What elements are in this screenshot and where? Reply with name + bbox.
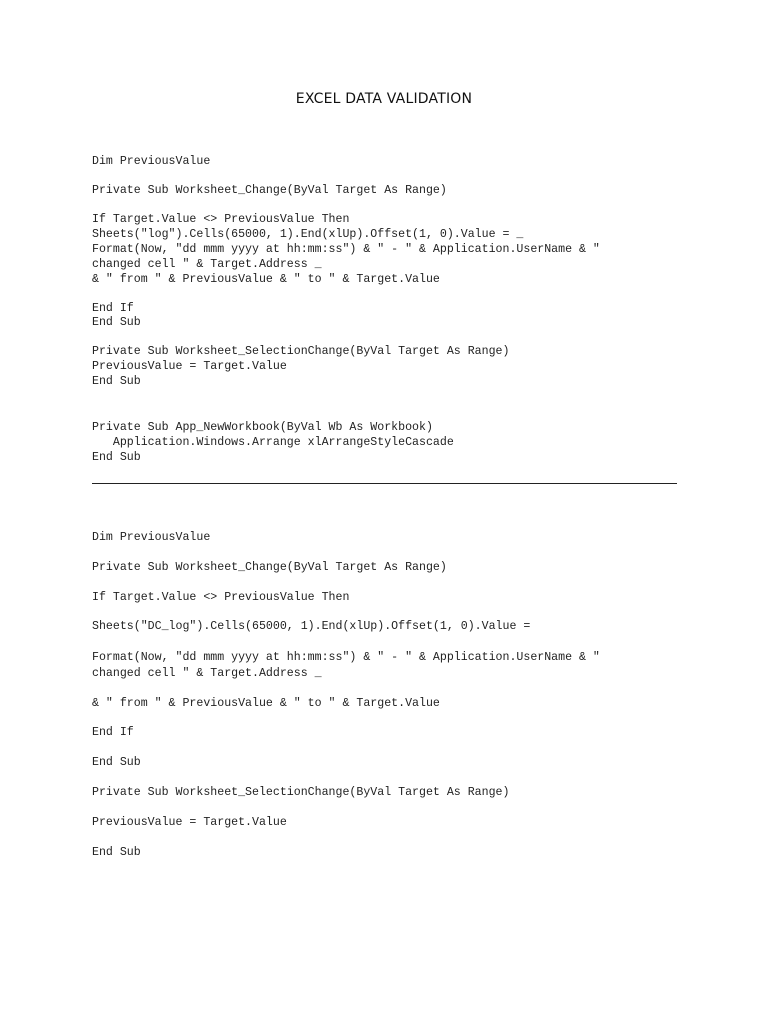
code-line: End If bbox=[92, 302, 134, 315]
code-line: PreviousValue = Target.Value bbox=[92, 360, 287, 373]
code-line: If Target.Value <> PreviousValue Then bbox=[92, 591, 350, 604]
document-title: EXCEL DATA VALIDATION bbox=[295, 91, 473, 107]
code-line: changed cell " & Target.Address _ bbox=[92, 667, 322, 680]
code-line: PreviousValue = Target.Value bbox=[92, 816, 287, 829]
code-line: Private Sub Worksheet_Change(ByVal Target As Range) bbox=[92, 184, 447, 197]
code-line: Format(Now, "dd mmm yyyy at hh:mm:ss") & " - " & Application.UserName & " bbox=[92, 243, 600, 256]
code-line: Private Sub Worksheet_Change(ByVal Target As Range) bbox=[92, 561, 447, 574]
code-line: Private Sub Worksheet_SelectionChange(ByVal Target As Range) bbox=[92, 345, 510, 358]
code-line: End If bbox=[92, 726, 134, 739]
code-line: End Sub bbox=[92, 756, 141, 769]
code-line: & " from " & PreviousValue & " to " & Target.Value bbox=[92, 697, 440, 710]
code-line: Sheets("DC_log").Cells(65000, 1).End(xlUp).Offset(1, 0).Value = bbox=[92, 620, 531, 633]
code-line: End Sub bbox=[92, 451, 141, 464]
code-line: End Sub bbox=[92, 316, 141, 329]
code-line: Application.Windows.Arrange xlArrangeStyleCascade bbox=[92, 436, 454, 449]
code-line: End Sub bbox=[92, 846, 141, 859]
code-line: Format(Now, "dd mmm yyyy at hh:mm:ss") & " - " & Application.UserName & " bbox=[92, 651, 600, 664]
code-line: End Sub bbox=[92, 375, 141, 388]
code-line: Dim PreviousValue bbox=[92, 531, 211, 544]
code-line: Sheets("log").Cells(65000, 1).End(xlUp).Offset(1, 0).Value = _ bbox=[92, 228, 524, 241]
code-line: Dim PreviousValue bbox=[92, 155, 211, 168]
code-line: If Target.Value <> PreviousValue Then bbox=[92, 213, 350, 226]
code-line: Private Sub App_NewWorkbook(ByVal Wb As Workbook) bbox=[92, 421, 433, 434]
code-line: changed cell " & Target.Address _ bbox=[92, 258, 322, 271]
horizontal-divider bbox=[92, 483, 677, 484]
code-line: & " from " & PreviousValue & " to " & Target.Value bbox=[92, 273, 440, 286]
code-line: Private Sub Worksheet_SelectionChange(ByVal Target As Range) bbox=[92, 786, 510, 799]
